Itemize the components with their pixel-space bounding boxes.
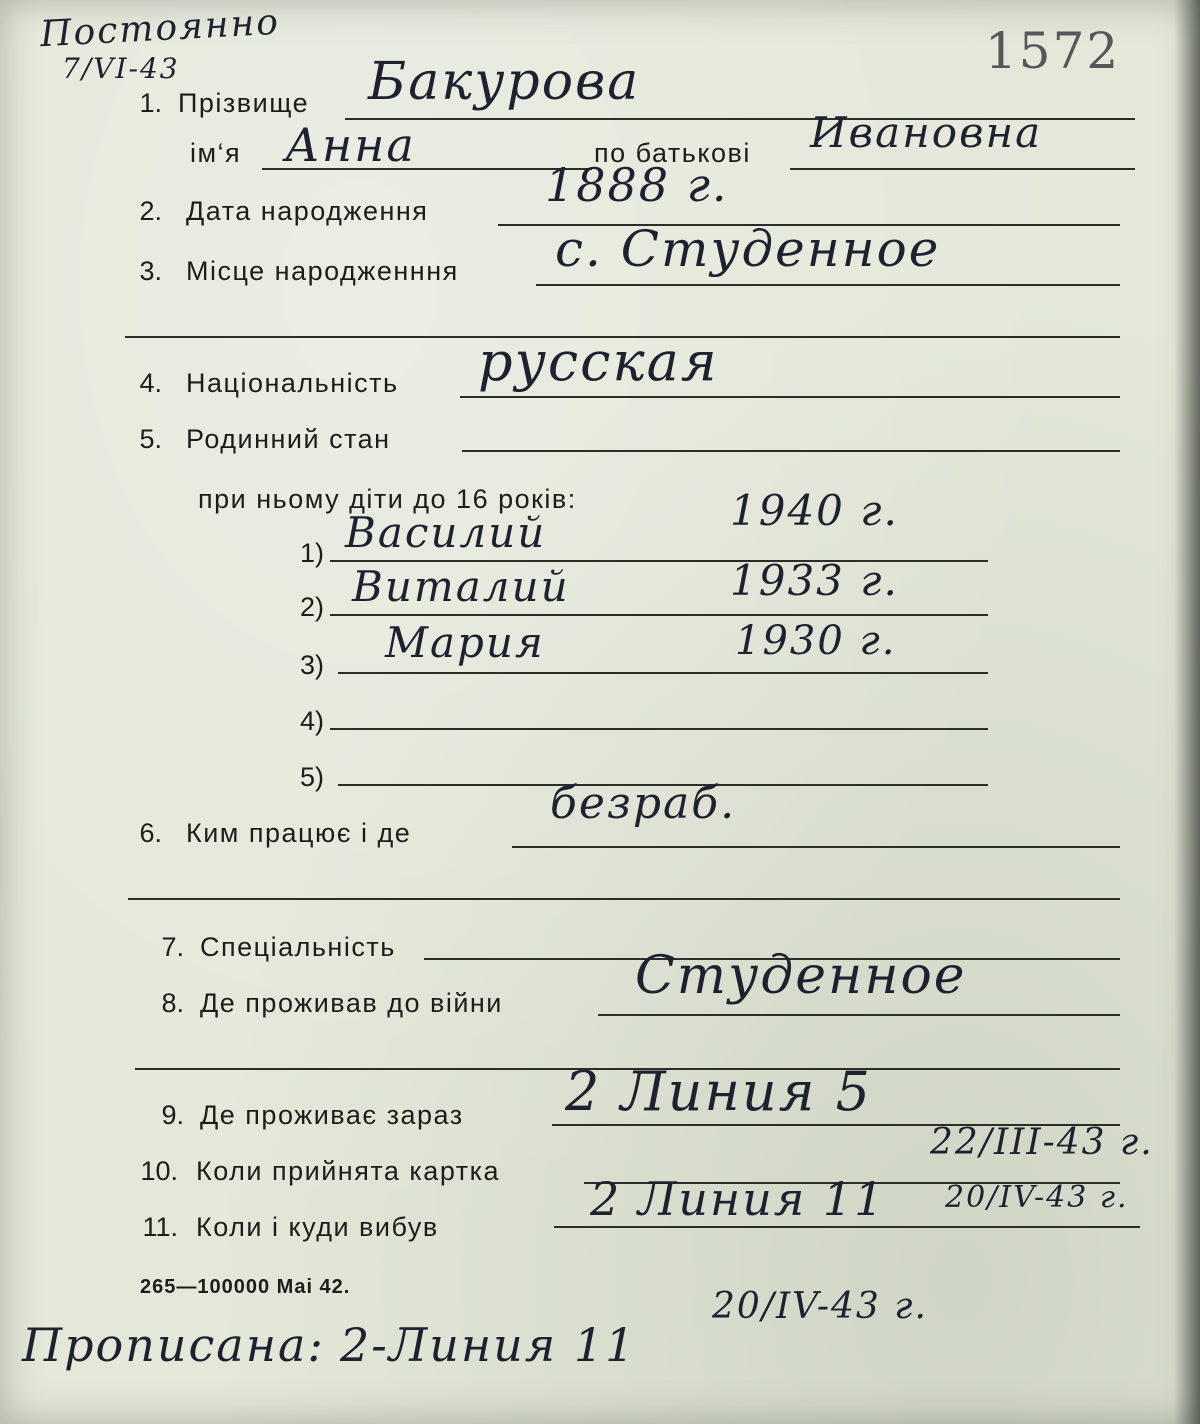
name-label: ім‘я bbox=[190, 138, 242, 168]
field-11-number: 11. bbox=[142, 1212, 178, 1242]
print-code: 265—100000 Mai 42. bbox=[140, 1276, 351, 1298]
surname-value: Бакурова bbox=[368, 52, 641, 112]
field-8-label: Де проживав до війни bbox=[200, 988, 503, 1018]
field-6-extra-line bbox=[128, 898, 1120, 900]
prewar-residence-value: Студенное bbox=[635, 946, 967, 1006]
child-3-name: Мария bbox=[385, 618, 545, 667]
field-5-label: Родинний стан bbox=[186, 424, 391, 454]
field-10-label: Коли прийнята картка bbox=[196, 1156, 501, 1186]
child-2-index: 2) bbox=[299, 592, 324, 622]
field-9-label: Де проживає зараз bbox=[200, 1100, 464, 1130]
field-1-number: 1. bbox=[139, 88, 162, 118]
birth-place-value: с. Студенное bbox=[555, 220, 941, 278]
child-2-year: 1933 г. bbox=[730, 556, 899, 605]
registered-label: Прописана: bbox=[22, 1318, 325, 1372]
field-7-number: 7. bbox=[161, 932, 184, 962]
field-3-line bbox=[536, 284, 1120, 286]
child-4-line bbox=[330, 728, 988, 730]
field-4-label: Національність bbox=[186, 368, 399, 398]
field-11-line bbox=[554, 1226, 1140, 1228]
field-9-number: 9. bbox=[161, 1100, 184, 1130]
child-3-year: 1930 г. bbox=[735, 618, 897, 664]
field-1-label: Прізвище bbox=[178, 88, 310, 118]
patronymic-value: Ивановна bbox=[810, 108, 1043, 157]
child-1-year: 1940 г. bbox=[730, 486, 899, 535]
current-residence-value: 2 Линия 5 bbox=[565, 1060, 872, 1123]
child-1-index: 1) bbox=[299, 538, 324, 568]
birth-date-value: 1888 г. bbox=[545, 158, 729, 212]
field-11-label: Коли і куди вибув bbox=[196, 1212, 439, 1242]
field-3-number: 3. bbox=[139, 256, 162, 286]
work-value: безраб. bbox=[550, 778, 737, 829]
date-note: 7/VI-43 bbox=[62, 52, 180, 85]
child-4-index: 4) bbox=[299, 706, 324, 736]
departure-value: 2 Линия 11 bbox=[590, 1172, 886, 1226]
field-4-line bbox=[460, 396, 1120, 398]
patronymic-label: по батькові bbox=[594, 138, 751, 168]
edge-shadow bbox=[1174, 0, 1200, 1424]
field-7-label: Спеціальність bbox=[200, 932, 396, 962]
field-8-number: 8. bbox=[161, 988, 184, 1018]
field-8-line bbox=[598, 1014, 1120, 1016]
field-4-number: 4. bbox=[139, 368, 162, 398]
patronymic-line bbox=[790, 168, 1135, 170]
child-3-line bbox=[338, 672, 988, 674]
field-5-number: 5. bbox=[139, 424, 162, 454]
field-2-number: 2. bbox=[139, 196, 162, 226]
child-2-name: Виталий bbox=[352, 562, 570, 611]
field-3-label: Місце народженння bbox=[186, 256, 459, 286]
top-note: Постоянно bbox=[39, 1, 281, 56]
child-1-name: Василий bbox=[345, 508, 547, 557]
card-accepted-value: 22/III-43 г. bbox=[930, 1122, 1154, 1163]
child-5-index: 5) bbox=[299, 762, 324, 792]
child-2-line bbox=[330, 614, 988, 616]
field-5-line bbox=[462, 450, 1120, 452]
name-value: Анна bbox=[285, 118, 416, 172]
field-10-number: 10. bbox=[140, 1156, 178, 1186]
nationality-value: русская bbox=[478, 330, 719, 393]
field-6-label: Ким працює і де bbox=[186, 818, 412, 848]
registered-date: 20/IV-43 г. bbox=[712, 1286, 928, 1327]
field-6-number: 6. bbox=[139, 818, 162, 848]
departure-date: 20/IV-43 г. bbox=[945, 1180, 1129, 1215]
card-number: 1572 bbox=[985, 22, 1121, 80]
child-3-index: 3) bbox=[299, 650, 324, 680]
children-label: при ньому діти до 16 років: bbox=[198, 484, 577, 514]
field-6-line bbox=[512, 846, 1120, 848]
field-2-label: Дата народження bbox=[186, 196, 429, 226]
registered-value: 2-Линия 11 bbox=[340, 1318, 637, 1372]
